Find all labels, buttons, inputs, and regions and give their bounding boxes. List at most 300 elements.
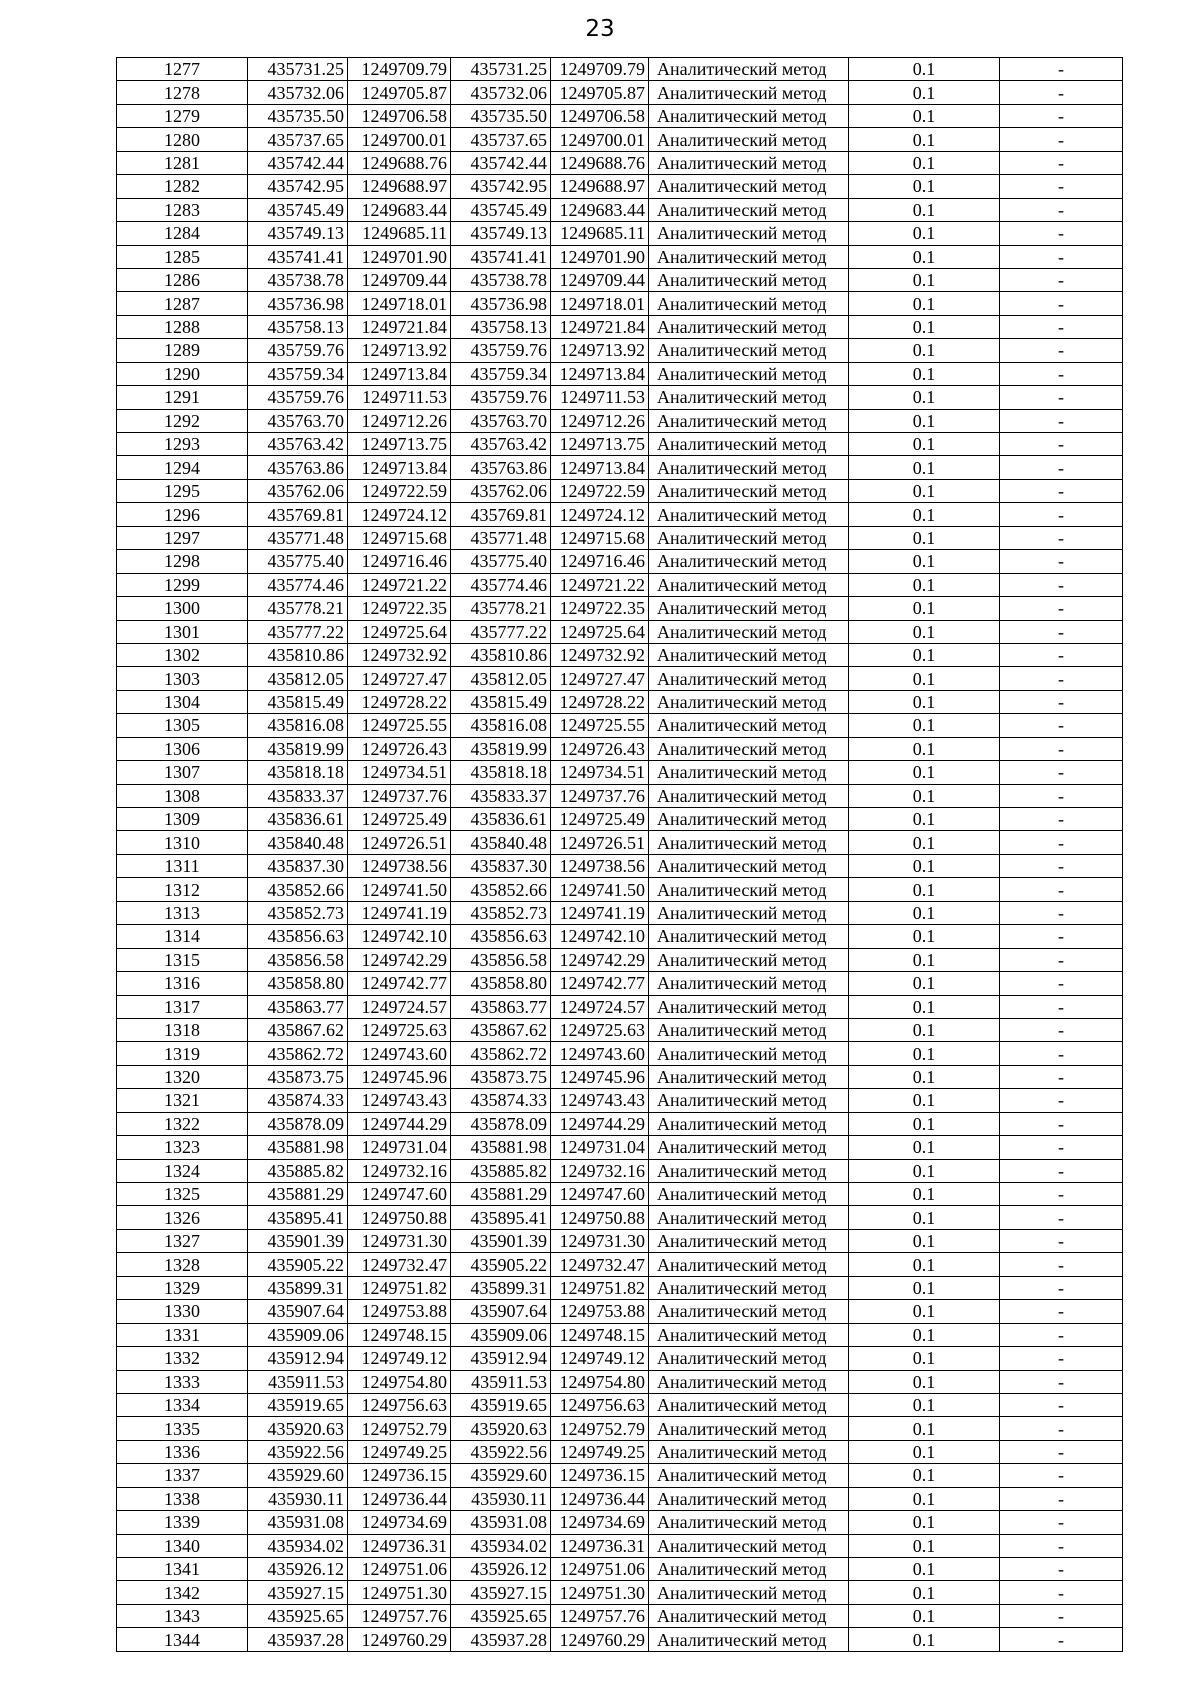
x-old-cell: 435731.25 (248, 58, 348, 81)
table-row (117, 878, 1123, 901)
y-new-cell: 1249726.43 (551, 737, 649, 760)
x-old-cell: 435874.33 (248, 1089, 348, 1112)
x-new-cell: 435881.29 (451, 1183, 551, 1206)
table-row (117, 1323, 1123, 1346)
point-number-cell: 1301 (117, 620, 248, 643)
method-cell: Аналитический метод (649, 526, 849, 549)
note-cell: - (1000, 1276, 1123, 1299)
x-old-cell: 435749.13 (248, 222, 348, 245)
y-old-cell: 1249738.56 (348, 854, 451, 877)
table-row (117, 690, 1123, 713)
y-old-cell: 1249718.01 (348, 292, 451, 315)
table-row (117, 667, 1123, 690)
y-new-cell: 1249749.12 (551, 1347, 649, 1370)
x-new-cell: 435758.13 (451, 315, 551, 338)
x-old-cell: 435895.41 (248, 1206, 348, 1229)
note-cell: - (1000, 854, 1123, 877)
x-new-cell: 435931.08 (451, 1511, 551, 1534)
point-number-cell: 1316 (117, 972, 248, 995)
accuracy-cell: 0.1 (849, 1487, 1000, 1510)
x-new-cell: 435878.09 (451, 1112, 551, 1135)
y-old-cell: 1249725.49 (348, 808, 451, 831)
method-cell: Аналитический метод (649, 573, 849, 596)
y-old-cell: 1249722.35 (348, 597, 451, 620)
x-new-cell: 435833.37 (451, 784, 551, 807)
note-cell: - (1000, 479, 1123, 502)
x-old-cell: 435736.98 (248, 292, 348, 315)
point-number-cell: 1284 (117, 222, 248, 245)
point-number-cell: 1297 (117, 526, 248, 549)
y-old-cell: 1249736.15 (348, 1464, 451, 1487)
y-old-cell: 1249741.50 (348, 878, 451, 901)
accuracy-cell: 0.1 (849, 1534, 1000, 1557)
y-old-cell: 1249688.97 (348, 175, 451, 198)
x-new-cell: 435732.06 (451, 81, 551, 104)
y-new-cell: 1249742.29 (551, 948, 649, 971)
method-cell: Аналитический метод (649, 362, 849, 385)
accuracy-cell: 0.1 (849, 1089, 1000, 1112)
table-row (117, 1183, 1123, 1206)
x-old-cell: 435856.58 (248, 948, 348, 971)
accuracy-cell: 0.1 (849, 456, 1000, 479)
x-new-cell: 435852.73 (451, 901, 551, 924)
y-new-cell: 1249715.68 (551, 526, 649, 549)
y-new-cell: 1249751.82 (551, 1276, 649, 1299)
accuracy-cell: 0.1 (849, 479, 1000, 502)
note-cell: - (1000, 175, 1123, 198)
y-old-cell: 1249731.04 (348, 1136, 451, 1159)
table-row (117, 1065, 1123, 1088)
table-row (117, 198, 1123, 221)
y-old-cell: 1249713.84 (348, 362, 451, 385)
point-number-cell: 1305 (117, 714, 248, 737)
note-cell: - (1000, 1229, 1123, 1252)
y-new-cell: 1249734.69 (551, 1511, 649, 1534)
method-cell: Аналитический метод (649, 620, 849, 643)
y-old-cell: 1249705.87 (348, 81, 451, 104)
table-row (117, 1229, 1123, 1252)
point-number-cell: 1343 (117, 1604, 248, 1627)
x-old-cell: 435759.34 (248, 362, 348, 385)
point-number-cell: 1339 (117, 1511, 248, 1534)
table-row (117, 901, 1123, 924)
x-new-cell: 435858.80 (451, 972, 551, 995)
x-old-cell: 435771.48 (248, 526, 348, 549)
note-cell: - (1000, 1370, 1123, 1393)
accuracy-cell: 0.1 (849, 1206, 1000, 1229)
accuracy-cell: 0.1 (849, 1347, 1000, 1370)
method-cell: Аналитический метод (649, 1183, 849, 1206)
y-old-cell: 1249706.58 (348, 104, 451, 127)
point-number-cell: 1331 (117, 1323, 248, 1346)
accuracy-cell: 0.1 (849, 175, 1000, 198)
note-cell: - (1000, 1558, 1123, 1581)
note-cell: - (1000, 128, 1123, 151)
x-new-cell: 435762.06 (451, 479, 551, 502)
point-number-cell: 1318 (117, 1018, 248, 1041)
accuracy-cell: 0.1 (849, 714, 1000, 737)
accuracy-cell: 0.1 (849, 339, 1000, 362)
x-old-cell: 435812.05 (248, 667, 348, 690)
table-row (117, 1581, 1123, 1604)
point-number-cell: 1295 (117, 479, 248, 502)
x-new-cell: 435769.81 (451, 503, 551, 526)
y-old-cell: 1249713.75 (348, 433, 451, 456)
x-new-cell: 435737.65 (451, 128, 551, 151)
y-new-cell: 1249718.01 (551, 292, 649, 315)
x-new-cell: 435749.13 (451, 222, 551, 245)
table-row (117, 714, 1123, 737)
y-old-cell: 1249751.30 (348, 1581, 451, 1604)
method-cell: Аналитический метод (649, 1253, 849, 1276)
method-cell: Аналитический метод (649, 339, 849, 362)
y-old-cell: 1249747.60 (348, 1183, 451, 1206)
note-cell: - (1000, 151, 1123, 174)
accuracy-cell: 0.1 (849, 198, 1000, 221)
x-old-cell: 435777.22 (248, 620, 348, 643)
method-cell: Аналитический метод (649, 1112, 849, 1135)
point-number-cell: 1306 (117, 737, 248, 760)
method-cell: Аналитический метод (649, 714, 849, 737)
y-old-cell: 1249728.22 (348, 690, 451, 713)
x-new-cell: 435735.50 (451, 104, 551, 127)
point-number-cell: 1308 (117, 784, 248, 807)
accuracy-cell: 0.1 (849, 948, 1000, 971)
y-new-cell: 1249736.44 (551, 1487, 649, 1510)
accuracy-cell: 0.1 (849, 995, 1000, 1018)
accuracy-cell: 0.1 (849, 1370, 1000, 1393)
note-cell: - (1000, 526, 1123, 549)
method-cell: Аналитический метод (649, 948, 849, 971)
point-number-cell: 1282 (117, 175, 248, 198)
y-old-cell: 1249734.51 (348, 761, 451, 784)
x-old-cell: 435763.70 (248, 409, 348, 432)
point-number-cell: 1313 (117, 901, 248, 924)
y-old-cell: 1249751.06 (348, 1558, 451, 1581)
y-old-cell: 1249721.22 (348, 573, 451, 596)
point-number-cell: 1287 (117, 292, 248, 315)
point-number-cell: 1304 (117, 690, 248, 713)
x-new-cell: 435759.76 (451, 339, 551, 362)
accuracy-cell: 0.1 (849, 1112, 1000, 1135)
x-new-cell: 435925.65 (451, 1604, 551, 1627)
y-new-cell: 1249725.49 (551, 808, 649, 831)
y-new-cell: 1249685.11 (551, 222, 649, 245)
accuracy-cell: 0.1 (849, 128, 1000, 151)
y-old-cell: 1249757.76 (348, 1604, 451, 1627)
y-new-cell: 1249725.64 (551, 620, 649, 643)
table-row (117, 1534, 1123, 1557)
note-cell: - (1000, 808, 1123, 831)
point-number-cell: 1319 (117, 1042, 248, 1065)
table-row (117, 151, 1123, 174)
x-old-cell: 435735.50 (248, 104, 348, 127)
y-new-cell: 1249751.30 (551, 1581, 649, 1604)
accuracy-cell: 0.1 (849, 597, 1000, 620)
note-cell: - (1000, 1042, 1123, 1065)
point-number-cell: 1277 (117, 58, 248, 81)
accuracy-cell: 0.1 (849, 808, 1000, 831)
y-old-cell: 1249732.47 (348, 1253, 451, 1276)
table-row (117, 550, 1123, 573)
y-old-cell: 1249745.96 (348, 1065, 451, 1088)
method-cell: Аналитический метод (649, 854, 849, 877)
y-new-cell: 1249751.06 (551, 1558, 649, 1581)
point-number-cell: 1281 (117, 151, 248, 174)
x-old-cell: 435852.66 (248, 878, 348, 901)
table-row (117, 386, 1123, 409)
y-new-cell: 1249760.29 (551, 1628, 649, 1651)
y-old-cell: 1249734.69 (348, 1511, 451, 1534)
y-old-cell: 1249742.10 (348, 925, 451, 948)
table-row (117, 1487, 1123, 1510)
point-number-cell: 1291 (117, 386, 248, 409)
method-cell: Аналитический метод (649, 433, 849, 456)
method-cell: Аналитический метод (649, 479, 849, 502)
accuracy-cell: 0.1 (849, 925, 1000, 948)
note-cell: - (1000, 81, 1123, 104)
y-old-cell: 1249709.79 (348, 58, 451, 81)
y-old-cell: 1249725.64 (348, 620, 451, 643)
method-cell: Аналитический метод (649, 315, 849, 338)
accuracy-cell: 0.1 (849, 620, 1000, 643)
note-cell: - (1000, 831, 1123, 854)
point-number-cell: 1320 (117, 1065, 248, 1088)
table-row (117, 854, 1123, 877)
accuracy-cell: 0.1 (849, 1276, 1000, 1299)
x-new-cell: 435738.78 (451, 268, 551, 291)
x-old-cell: 435769.81 (248, 503, 348, 526)
y-new-cell: 1249724.57 (551, 995, 649, 1018)
table-row (117, 175, 1123, 198)
table-row (117, 1276, 1123, 1299)
x-old-cell: 435922.56 (248, 1440, 348, 1463)
method-cell: Аналитический метод (649, 1417, 849, 1440)
point-number-cell: 1298 (117, 550, 248, 573)
x-new-cell: 435818.18 (451, 761, 551, 784)
x-new-cell: 435927.15 (451, 1581, 551, 1604)
method-cell: Аналитический метод (649, 198, 849, 221)
x-old-cell: 435778.21 (248, 597, 348, 620)
method-cell: Аналитический метод (649, 245, 849, 268)
x-old-cell: 435899.31 (248, 1276, 348, 1299)
y-new-cell: 1249732.16 (551, 1159, 649, 1182)
table-row (117, 1604, 1123, 1627)
x-new-cell: 435901.39 (451, 1229, 551, 1252)
x-new-cell: 435929.60 (451, 1464, 551, 1487)
x-old-cell: 435934.02 (248, 1534, 348, 1557)
method-cell: Аналитический метод (649, 1276, 849, 1299)
method-cell: Аналитический метод (649, 1089, 849, 1112)
page-number: 23 (585, 16, 615, 42)
note-cell: - (1000, 1604, 1123, 1627)
table-row (117, 1464, 1123, 1487)
x-old-cell: 435927.15 (248, 1581, 348, 1604)
accuracy-cell: 0.1 (849, 151, 1000, 174)
table-row (117, 643, 1123, 666)
point-number-cell: 1300 (117, 597, 248, 620)
x-old-cell: 435911.53 (248, 1370, 348, 1393)
table-row (117, 268, 1123, 291)
y-new-cell: 1249756.63 (551, 1393, 649, 1416)
method-cell: Аналитический метод (649, 1440, 849, 1463)
table-row (117, 808, 1123, 831)
table-row (117, 245, 1123, 268)
y-new-cell: 1249709.79 (551, 58, 649, 81)
note-cell: - (1000, 901, 1123, 924)
x-old-cell: 435763.42 (248, 433, 348, 456)
table-row (117, 597, 1123, 620)
table-row (117, 222, 1123, 245)
y-old-cell: 1249743.60 (348, 1042, 451, 1065)
point-number-cell: 1338 (117, 1487, 248, 1510)
note-cell: - (1000, 995, 1123, 1018)
y-new-cell: 1249741.50 (551, 878, 649, 901)
accuracy-cell: 0.1 (849, 643, 1000, 666)
point-number-cell: 1344 (117, 1628, 248, 1651)
x-new-cell: 435907.64 (451, 1300, 551, 1323)
point-number-cell: 1317 (117, 995, 248, 1018)
x-new-cell: 435812.05 (451, 667, 551, 690)
y-new-cell: 1249757.76 (551, 1604, 649, 1627)
x-new-cell: 435911.53 (451, 1370, 551, 1393)
note-cell: - (1000, 1018, 1123, 1041)
point-number-cell: 1328 (117, 1253, 248, 1276)
x-new-cell: 435816.08 (451, 714, 551, 737)
y-old-cell: 1249748.15 (348, 1323, 451, 1346)
x-new-cell: 435840.48 (451, 831, 551, 854)
note-cell: - (1000, 222, 1123, 245)
x-new-cell: 435937.28 (451, 1628, 551, 1651)
x-new-cell: 435862.72 (451, 1042, 551, 1065)
note-cell: - (1000, 714, 1123, 737)
note-cell: - (1000, 1206, 1123, 1229)
y-new-cell: 1249734.51 (551, 761, 649, 784)
y-new-cell: 1249744.29 (551, 1112, 649, 1135)
y-old-cell: 1249713.92 (348, 339, 451, 362)
accuracy-cell: 0.1 (849, 1159, 1000, 1182)
x-old-cell: 435738.78 (248, 268, 348, 291)
note-cell: - (1000, 972, 1123, 995)
y-old-cell: 1249750.88 (348, 1206, 451, 1229)
x-new-cell: 435775.40 (451, 550, 551, 573)
y-new-cell: 1249716.46 (551, 550, 649, 573)
method-cell: Аналитический метод (649, 81, 849, 104)
table-row (117, 1253, 1123, 1276)
table-row (117, 315, 1123, 338)
table-row (117, 948, 1123, 971)
x-new-cell: 435912.94 (451, 1347, 551, 1370)
method-cell: Аналитический метод (649, 1487, 849, 1510)
table-row (117, 620, 1123, 643)
y-new-cell: 1249713.75 (551, 433, 649, 456)
y-old-cell: 1249752.79 (348, 1417, 451, 1440)
x-new-cell: 435819.99 (451, 737, 551, 760)
y-new-cell: 1249688.97 (551, 175, 649, 198)
x-new-cell: 435731.25 (451, 58, 551, 81)
note-cell: - (1000, 1253, 1123, 1276)
note-cell: - (1000, 1511, 1123, 1534)
accuracy-cell: 0.1 (849, 737, 1000, 760)
table-row (117, 526, 1123, 549)
note-cell: - (1000, 597, 1123, 620)
method-cell: Аналитический метод (649, 1370, 849, 1393)
note-cell: - (1000, 456, 1123, 479)
x-new-cell: 435852.66 (451, 878, 551, 901)
y-new-cell: 1249709.44 (551, 268, 649, 291)
accuracy-cell: 0.1 (849, 409, 1000, 432)
table-row (117, 1511, 1123, 1534)
accuracy-cell: 0.1 (849, 573, 1000, 596)
y-new-cell: 1249712.26 (551, 409, 649, 432)
method-cell: Аналитический метод (649, 386, 849, 409)
x-old-cell: 435919.65 (248, 1393, 348, 1416)
x-new-cell: 435874.33 (451, 1089, 551, 1112)
y-new-cell: 1249736.31 (551, 1534, 649, 1557)
x-new-cell: 435881.98 (451, 1136, 551, 1159)
x-old-cell: 435929.60 (248, 1464, 348, 1487)
method-cell: Аналитический метод (649, 690, 849, 713)
y-old-cell: 1249712.26 (348, 409, 451, 432)
accuracy-cell: 0.1 (849, 222, 1000, 245)
accuracy-cell: 0.1 (849, 1417, 1000, 1440)
y-old-cell: 1249754.80 (348, 1370, 451, 1393)
y-old-cell: 1249744.29 (348, 1112, 451, 1135)
y-old-cell: 1249711.53 (348, 386, 451, 409)
table-row (117, 1370, 1123, 1393)
note-cell: - (1000, 409, 1123, 432)
y-new-cell: 1249725.63 (551, 1018, 649, 1041)
method-cell: Аналитический метод (649, 1018, 849, 1041)
accuracy-cell: 0.1 (849, 550, 1000, 573)
accuracy-cell: 0.1 (849, 1065, 1000, 1088)
y-new-cell: 1249748.15 (551, 1323, 649, 1346)
x-old-cell: 435926.12 (248, 1558, 348, 1581)
method-cell: Аналитический метод (649, 1300, 849, 1323)
x-old-cell: 435840.48 (248, 831, 348, 854)
y-new-cell: 1249738.56 (551, 854, 649, 877)
x-new-cell: 435771.48 (451, 526, 551, 549)
x-old-cell: 435925.65 (248, 1604, 348, 1627)
note-cell: - (1000, 503, 1123, 526)
y-new-cell: 1249741.19 (551, 901, 649, 924)
table-row (117, 479, 1123, 502)
x-old-cell: 435737.65 (248, 128, 348, 151)
note-cell: - (1000, 386, 1123, 409)
accuracy-cell: 0.1 (849, 1323, 1000, 1346)
point-number-cell: 1342 (117, 1581, 248, 1604)
y-old-cell: 1249683.44 (348, 198, 451, 221)
accuracy-cell: 0.1 (849, 1042, 1000, 1065)
y-new-cell: 1249747.60 (551, 1183, 649, 1206)
point-number-cell: 1303 (117, 667, 248, 690)
table-row (117, 292, 1123, 315)
x-new-cell: 435895.41 (451, 1206, 551, 1229)
note-cell: - (1000, 1534, 1123, 1557)
x-old-cell: 435931.08 (248, 1511, 348, 1534)
x-new-cell: 435919.65 (451, 1393, 551, 1416)
y-old-cell: 1249741.19 (348, 901, 451, 924)
x-old-cell: 435816.08 (248, 714, 348, 737)
y-new-cell: 1249713.84 (551, 456, 649, 479)
table-row (117, 784, 1123, 807)
accuracy-cell: 0.1 (849, 1604, 1000, 1627)
x-new-cell: 435742.44 (451, 151, 551, 174)
table-row (117, 58, 1123, 81)
method-cell: Аналитический метод (649, 1347, 849, 1370)
y-new-cell: 1249742.77 (551, 972, 649, 995)
method-cell: Аналитический метод (649, 268, 849, 291)
